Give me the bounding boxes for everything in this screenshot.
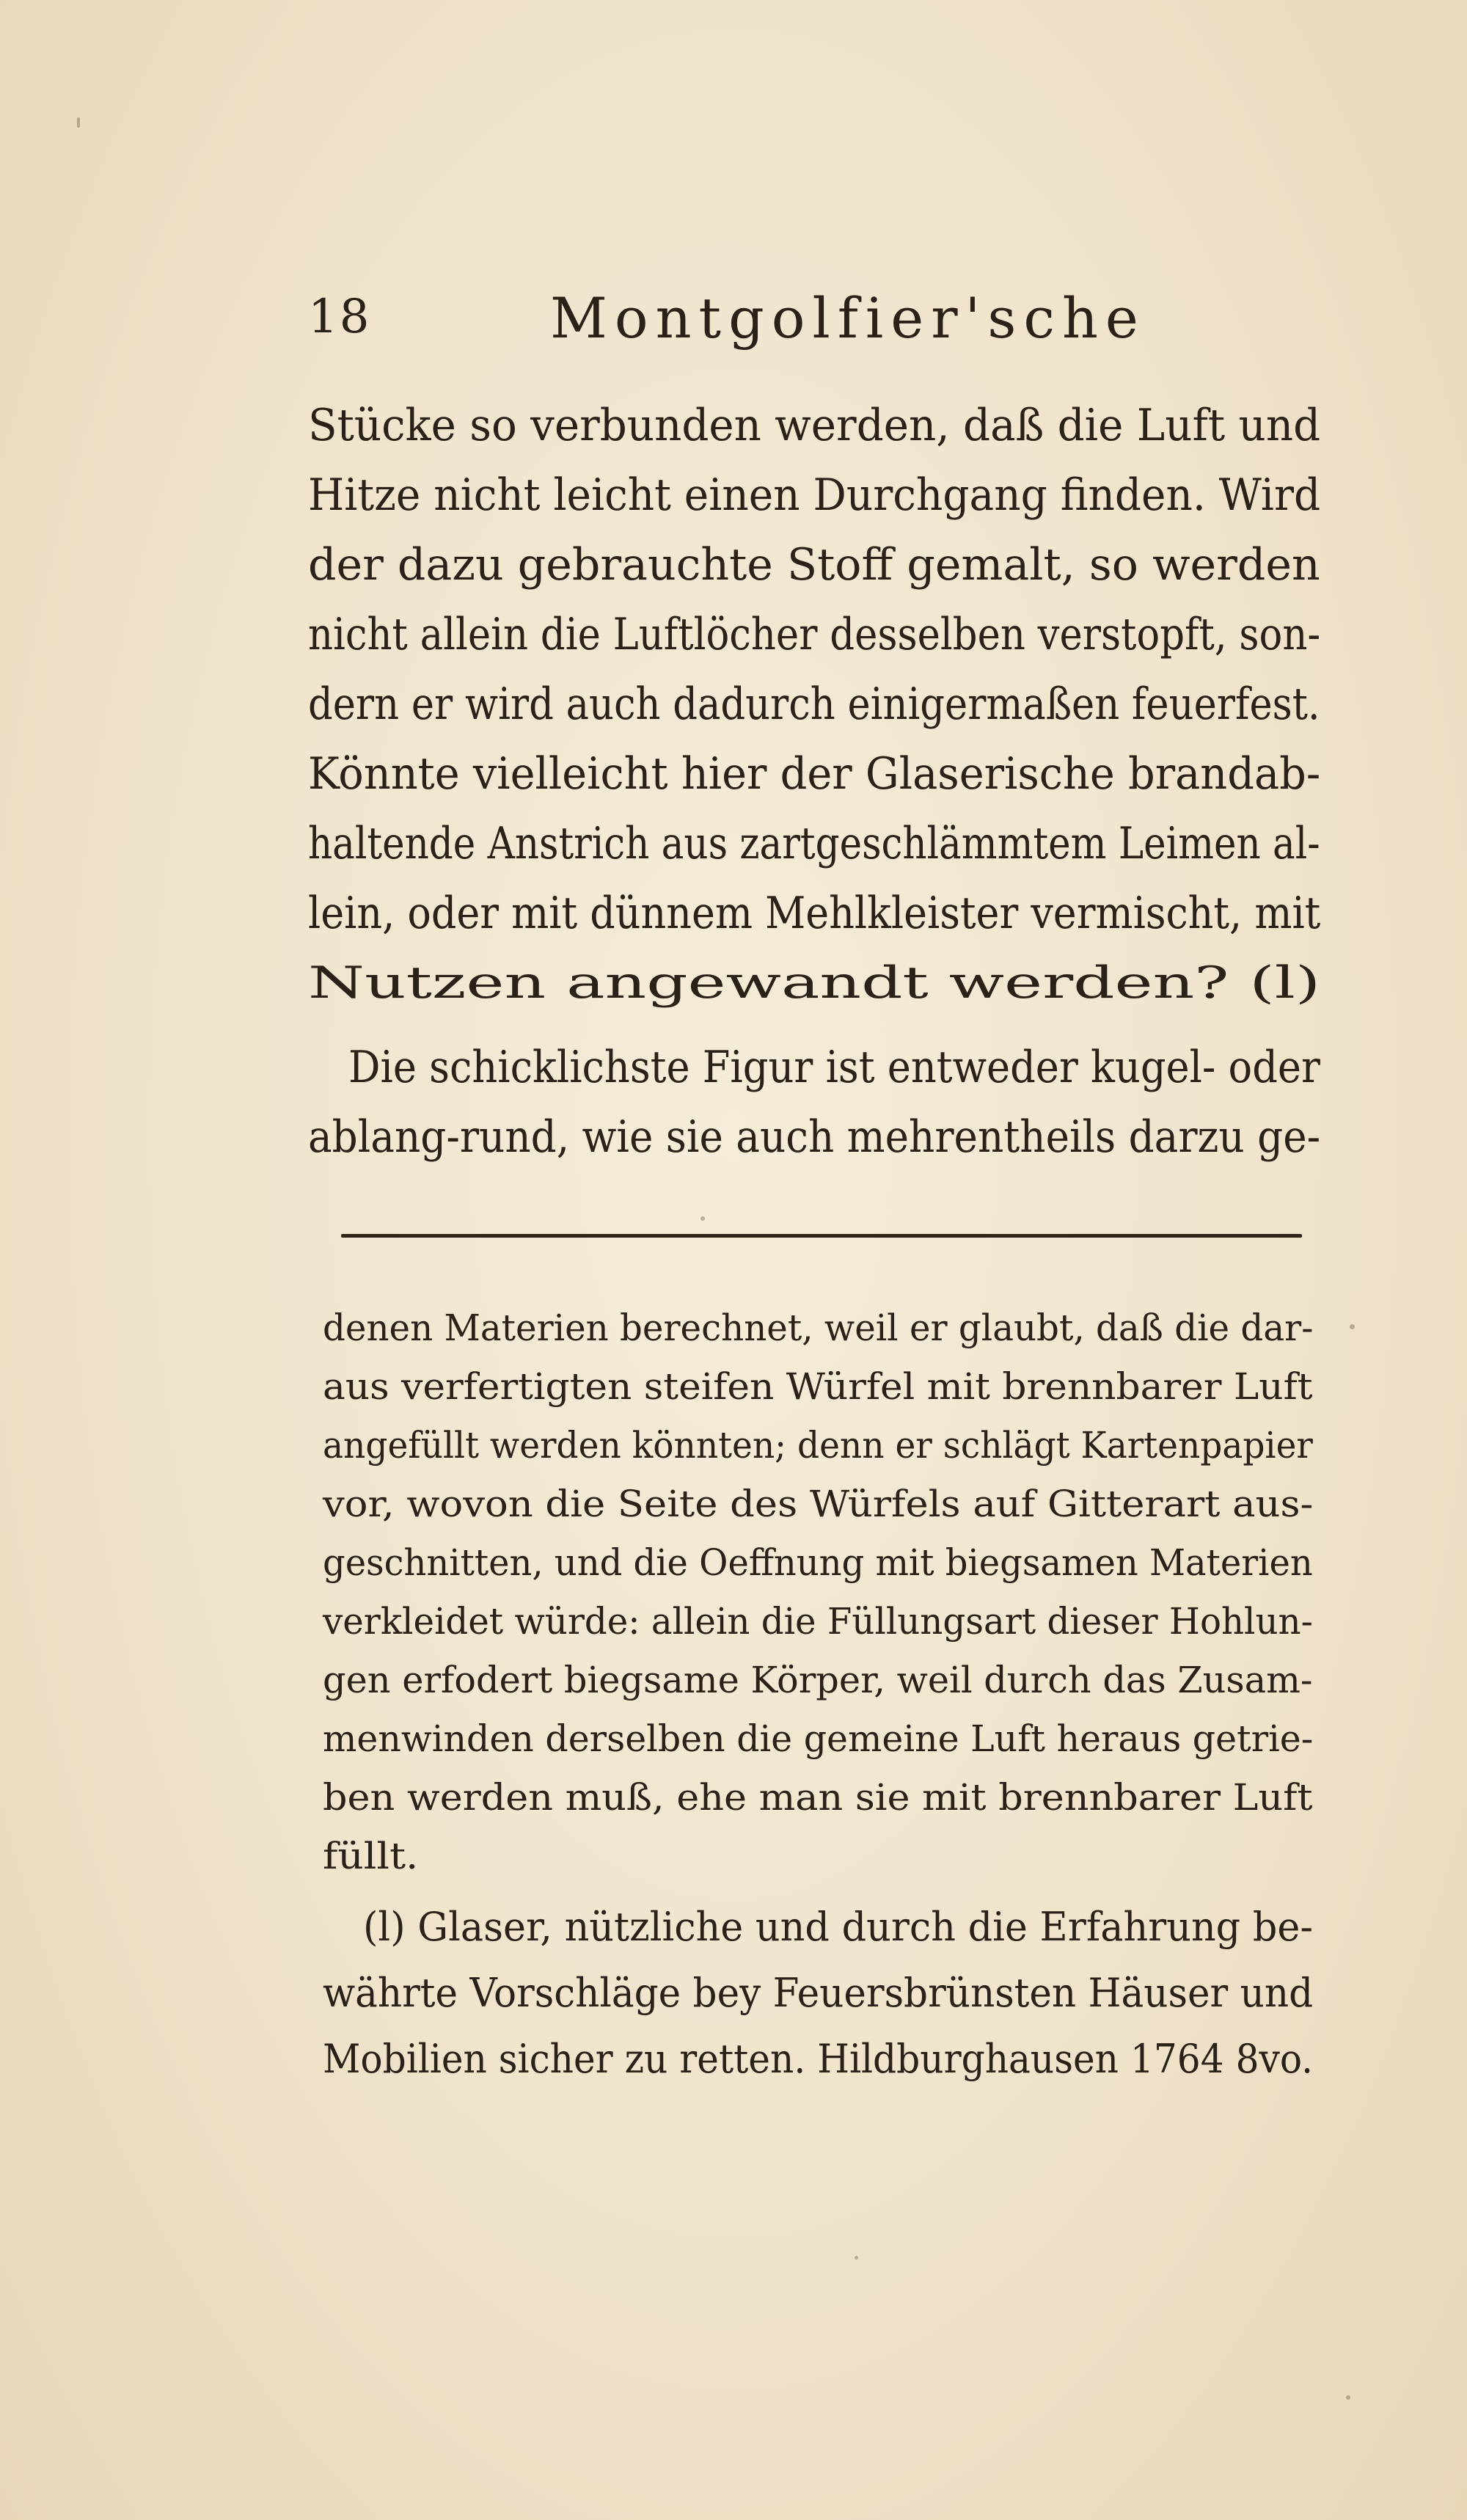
footnote-line: ben werden muß, ehe man sie mit brennbarer Luft [323,1776,1313,1819]
footnote-line: geschnitten, und die Oeffnung mit biegsamen Materien [323,1541,1313,1584]
text-line: Könnte vielleicht hier der Glaserische brandab- [308,748,1321,800]
page-number: 18 [308,290,371,344]
footnote-line: gen erfodert biegsame Körper, weil durch das Zusam- [323,1659,1313,1701]
paper-speck [77,117,80,128]
paper-speck [855,2256,858,2260]
footnote-line: (l) Glaser, nützliche und durch die Erfahrung be- [363,1904,1314,1950]
text-line: Nutzen angewandt werden? (l) [308,957,1321,1009]
text-line: Die schicklichste Figur ist entweder kugel- oder [348,1042,1320,1093]
text-line: der dazu gebrauchte Stoff gemalt, so werden [308,539,1320,591]
text-line: nicht allein die Luftlöcher desselben verstopft, son- [308,609,1321,660]
text-line: ablang-rund, wie sie auch mehrentheils darzu ge- [308,1111,1321,1163]
footnote-line: währte Vorschläge bey Feuersbrünsten Häuser und [323,1970,1314,2016]
running-title: Montgolfier'sche [550,285,1146,351]
footnote-line: aus verfertigten steifen Würfel mit brennbarer Luft [323,1365,1313,1408]
text-line: lein, oder mit dünnem Mehlkleister vermischt, mit [308,888,1321,939]
text-line: Stücke so verbunden werden, daß die Luft und [308,400,1321,451]
text-line: dern er wird auch dadurch einigermaßen feuerfest. [308,679,1320,730]
paper-speck [1346,2395,1350,2400]
text-line: Hitze nicht leicht einen Durchgang finden. Wird [308,470,1321,521]
footnote-line: verkleidet würde: allein die Füllungsart dieser Hohlun- [323,1600,1313,1643]
footnote-line: Mobilien sicher zu retten. Hildburghausen 1764 8vo. [323,2036,1314,2082]
footnote-line: angefüllt werden könnten; denn er schlägt Kartenpapier [323,1424,1313,1467]
footnote-line: füllt. [323,1835,419,1877]
footnote-line: denen Materien berechnet, weil er glaubt, daß die dar- [323,1307,1314,1349]
page-header [308,285,1320,378]
paper-speck [1350,1324,1355,1329]
footnote-separator-rule [341,1234,1302,1238]
footnote-line: vor, wovon die Seite des Würfels auf Gitterart aus- [323,1483,1314,1525]
paper-speck [700,1216,705,1221]
footnote-line: menwinden derselben die gemeine Luft heraus getrie- [323,1717,1314,1760]
text-line: haltende Anstrich aus zartgeschlämmtem Leimen al- [308,818,1320,869]
